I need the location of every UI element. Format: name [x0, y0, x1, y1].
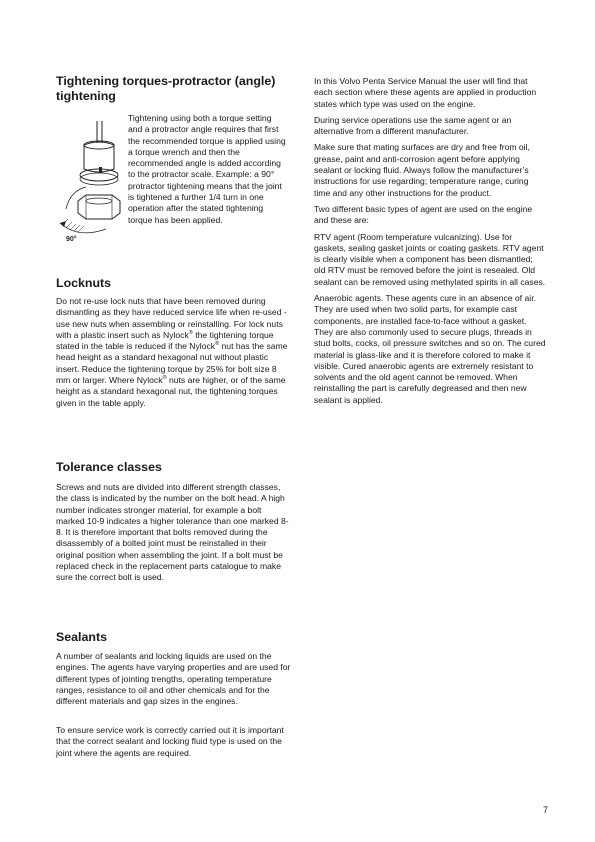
right-paragraph-2: During service operations use the same agent or an alternative from a different manufacturer. — [314, 114, 512, 137]
registered-mark: ® — [162, 375, 167, 382]
tolerance-paragraph: Screws and nuts are divided into different strength classes, the class is indicated by the number on the bolt head. A high number indicates stronger material, for example a bolt marked 10-9 indicates a higher tolerance than one marked 8-8. It is therefore important that bolts removed during the disassembly of a bolted joint must be reinstalled in their original position when assembling the joint. If a bolt must be replaced check in the replacement parts catalogue to make sure the correct bolt is used. — [56, 482, 289, 583]
page-number: 7 — [543, 805, 549, 815]
right-paragraph-3: Make sure that mating surfaces are dry and free from oil, grease, paint and anti-corrosion agent before applying sealant or locking fluid. Always follow the manufacturer’s instructions for use regarding; temperature range, curing time and any other instructions for the product. — [314, 142, 530, 198]
sealants-paragraph-2: To ensure service work is correctly carried out it is important that the correct sealant and locking fluid type is used on the joint where the agents are required. — [56, 725, 284, 758]
right-paragraph-5: RTV agent (Room temperature vulcanizing). Use for gaskets, sealing gasket joints or coating gaskets. RTV agent is clearly visible when a component has been dismantled; old RTV must be removed before the joint is resealed. Old sealant can be removed using methylated spirits in all cases. — [314, 231, 546, 287]
locknuts-text-a: Do not re-use lock nuts that have been removed during dismantling as they have reduced service life when re-used - use new nuts when assembling or reinstalling. For lock nuts with a plastic insert such as Nylock — [56, 296, 287, 340]
locknuts-paragraph — [56, 296, 292, 409]
registered-mark: ® — [215, 341, 220, 348]
heading-torque-protractor: Tightening torques-protractor (angle) tightening — [56, 74, 276, 103]
torque-wrench-angle-figure — [56, 117, 122, 245]
locknuts-text-c: nut has the same head height as a standard hexagonal nut without plastic insert. Reduce the tightening torque by 25% for bolt size 8 mm or larger. Where Nylock — [56, 341, 288, 386]
heading-locknuts: Locknuts — [56, 276, 112, 290]
right-paragraph-6: Anaerobic agents. These agents cure in an absence of air. They are used when two solid parts, for example cast components, are installed face-to-face without a gasket. They are also commonly used to secure plugs, threads in stud bolts, cocks, oil pressure switches and so on. The cured material is glass-like and it is therefore colored to make it visible. Cured anaerobic agents are extremely resistant to solvents and the old agent cannot be removed. When reinstalling the part is carefully degreased and then new sealant is applied. — [314, 293, 546, 405]
angle-label: 90° — [66, 236, 77, 243]
right-paragraph-1: In this Volvo Penta Service Manual the user will find that each section where these agents are applied in production states which type was used on the engine. — [314, 76, 537, 109]
heading-tolerance-classes: Tolerance classes — [56, 460, 162, 474]
locknuts-text-d: nuts are higher, or of the same height as a standard hexagonal nut, the tightening torques given in the table apply. — [56, 375, 286, 408]
sealants-paragraph-1: A number of sealants and locking liquids are used on the engines. The agents have varying properties and are used for different types of jointing trengths, operating temperature ranges, resistance to oil and other chemicals and for the different materials and gap sizes in the engines. — [56, 651, 291, 707]
right-paragraph-4: Two different basic types of agent are used on the engine and these are: — [314, 203, 533, 226]
right-column — [314, 76, 546, 411]
registered-mark: ® — [188, 330, 193, 337]
torque-block — [56, 113, 292, 263]
heading-sealants: Sealants — [56, 630, 107, 644]
left-column — [56, 74, 292, 758]
locknuts-text-b: the tightening torque stated in the table is reduced if the Nylock — [56, 329, 274, 352]
torque-paragraph: Tightening using both a torque setting and a protractor angle requires that first the recommended torque is applied using a torque wrench and then the recommended angle is added according to the protractor scale. Example: a 90° protractor tightening means that the joint is tightened a further 1/4 turn in one operation after the stated tightening torque has been applied. — [128, 113, 286, 225]
